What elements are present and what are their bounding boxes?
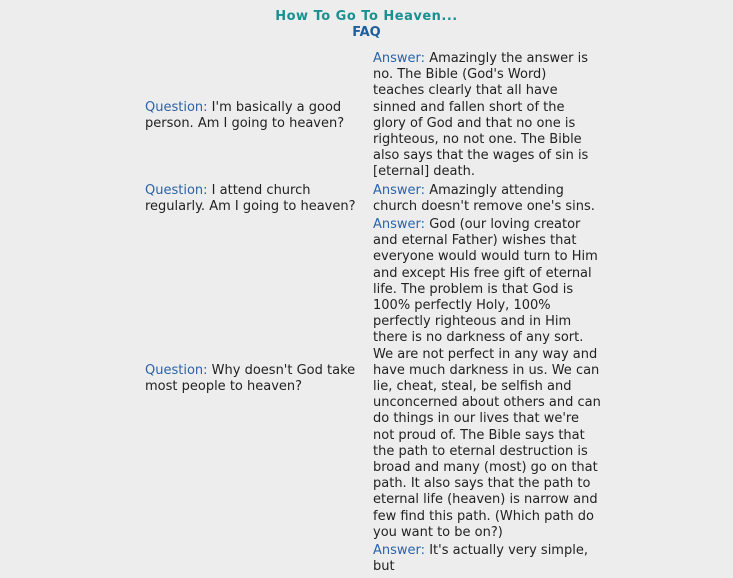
question-text: I attend church regularly. Am I going to heaven? [145, 182, 356, 214]
answer-label: Answer: [373, 217, 426, 233]
faq-row [145, 217, 601, 541]
answer-cell [373, 51, 601, 181]
question-label: Question: [145, 362, 208, 378]
faq-row [145, 51, 601, 181]
answer-label: Answer: [373, 543, 426, 559]
answer-cell [373, 217, 601, 541]
question-label: Question: [145, 99, 208, 115]
answer-label: Answer: [373, 182, 426, 198]
answer-text: It's actually very simple, but [373, 543, 588, 575]
question-cell [145, 183, 371, 215]
faq-table [143, 49, 603, 578]
faq-row [145, 183, 601, 215]
answer-cell [373, 543, 601, 575]
question-cell [145, 543, 371, 575]
answer-text: Amazingly attending church doesn't remove one's sins. [373, 182, 595, 214]
question-text: Why doesn't God take most people to heaven? [145, 362, 356, 395]
page-title: How To Go To Heaven... [275, 9, 458, 24]
answer-label: Answer: [373, 51, 426, 66]
answer-cell [373, 183, 601, 215]
faq-row [145, 543, 601, 575]
answer-text: Amazingly the answer is no. The Bible (God's Word) teaches clearly that all have sinned and fallen short of the glory of God and that no one is righteous, no not one. The Bible also says that the wages of sin is [eternal] death. [373, 51, 589, 180]
question-cell [145, 51, 371, 181]
page-subtitle: FAQ [352, 25, 381, 40]
question-label: Question: [145, 182, 208, 198]
question-cell [145, 217, 371, 541]
answer-text: God (our loving creator and eternal Father) wishes that everyone would would turn to Him and except His free gift of eternal life. The problem is that God is 100% perfectly Holy, 100% perfectly righteous and in Him there is no darkness of any sort. We are not perfect in any way and have much darkness in us. We can lie, cheat, steal, be selfish and unconcerned about others and can do things in our lives that we're not proud of. The Bible says that the path to eternal destruction is broad and many (most) go on that path. It also says that the path to eternal life (heaven) is narrow and few find this path. (Which path do you want to be on?) [373, 217, 601, 540]
question-text: I'm basically a good person. Am I going to heaven? [145, 99, 345, 131]
